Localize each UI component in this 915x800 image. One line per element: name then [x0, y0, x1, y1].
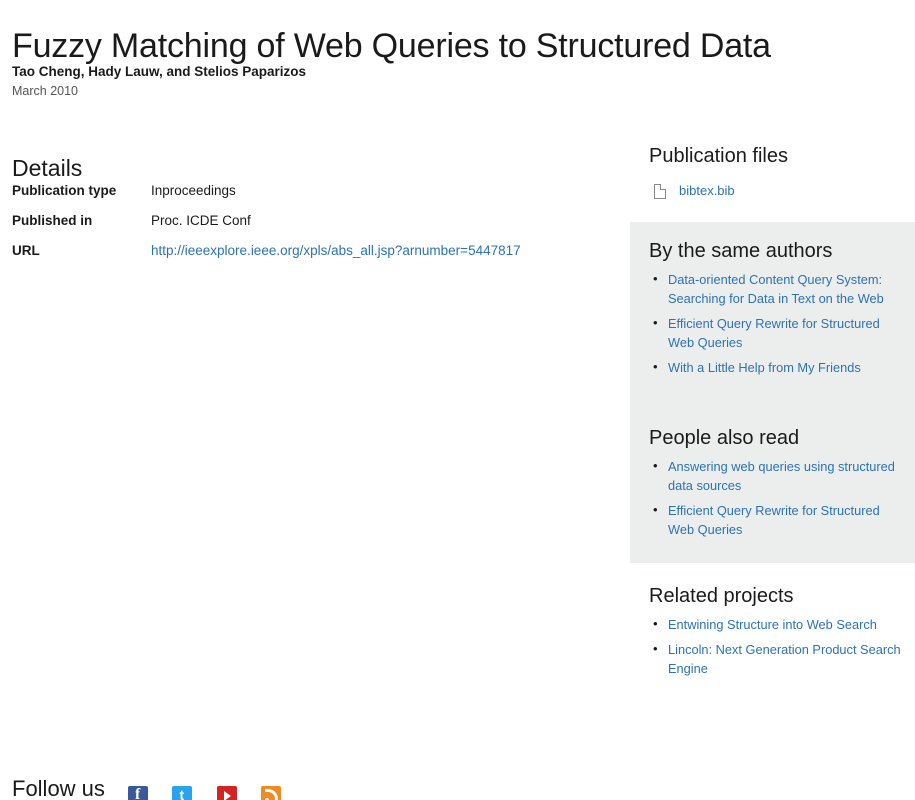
also-read-link[interactable]: Efficient Query Rewrite for Structured Web Queries [668, 503, 880, 537]
rss-icon[interactable] [261, 786, 281, 800]
sidebar [630, 0, 915, 800]
detail-value-url [151, 242, 612, 272]
list-item [649, 358, 901, 377]
detail-key: Published in [12, 213, 93, 228]
list-item [649, 640, 901, 678]
detail-value: Inproceedings [151, 183, 236, 198]
table-row [12, 182, 612, 212]
list-item [649, 501, 901, 539]
related-projects-list [649, 615, 901, 678]
table-row [12, 242, 612, 272]
people-also-read-section [649, 425, 901, 545]
detail-value: Proc. ICDE Conf [151, 213, 251, 228]
page-title: Fuzzy Matching of Web Queries to Structured Data [12, 26, 771, 65]
by-same-authors-section [649, 238, 901, 383]
by-same-authors-heading: By the same authors [649, 240, 833, 262]
facebook-icon[interactable] [128, 786, 148, 800]
publication-date: March 2010 [12, 84, 79, 98]
list-item [649, 183, 915, 199]
same-author-link[interactable]: Data-oriented Content Query System: Searching for Data in Text on the Web [668, 272, 884, 306]
publication-files-heading: Publication files [649, 145, 788, 167]
publication-files-section [649, 143, 915, 199]
also-read-link[interactable]: Answering web queries using structured data sources [668, 459, 895, 493]
twitter-icon[interactable] [172, 786, 192, 800]
same-author-link[interactable]: With a Little Help from My Friends [668, 360, 861, 375]
follow-us-label: Follow us [12, 776, 105, 800]
publication-authors: Tao Cheng, Hady Lauw, and Stelios Paparizos [12, 64, 307, 79]
bibtex-file-link[interactable]: bibtex.bib [679, 183, 735, 198]
by-same-authors-list [649, 270, 901, 377]
youtube-icon[interactable] [217, 786, 237, 800]
details-table [12, 182, 612, 272]
people-also-read-list [649, 457, 901, 539]
related-projects-heading: Related projects [649, 585, 794, 607]
detail-key: Publication type [12, 183, 117, 198]
document-icon [654, 184, 666, 199]
details-heading: Details [12, 155, 83, 182]
footer [12, 776, 902, 800]
related-projects-section [649, 583, 901, 684]
people-also-read-heading: People also read [649, 427, 800, 449]
related-project-link[interactable]: Entwining Structure into Web Search [668, 617, 877, 632]
list-item [649, 314, 901, 352]
table-row [12, 212, 612, 242]
detail-key: URL [12, 243, 40, 258]
related-project-link[interactable]: Lincoln: Next Generation Product Search Engine [668, 642, 901, 676]
same-author-link[interactable]: Efficient Query Rewrite for Structured Web Queries [668, 316, 880, 350]
social-links [128, 786, 301, 800]
list-item [649, 270, 901, 308]
list-item [649, 457, 901, 495]
list-item [649, 615, 901, 634]
publication-url-link[interactable]: http://ieeexplore.ieee.org/xpls/abs_all.jsp?arnumber=5447817 [151, 243, 521, 258]
